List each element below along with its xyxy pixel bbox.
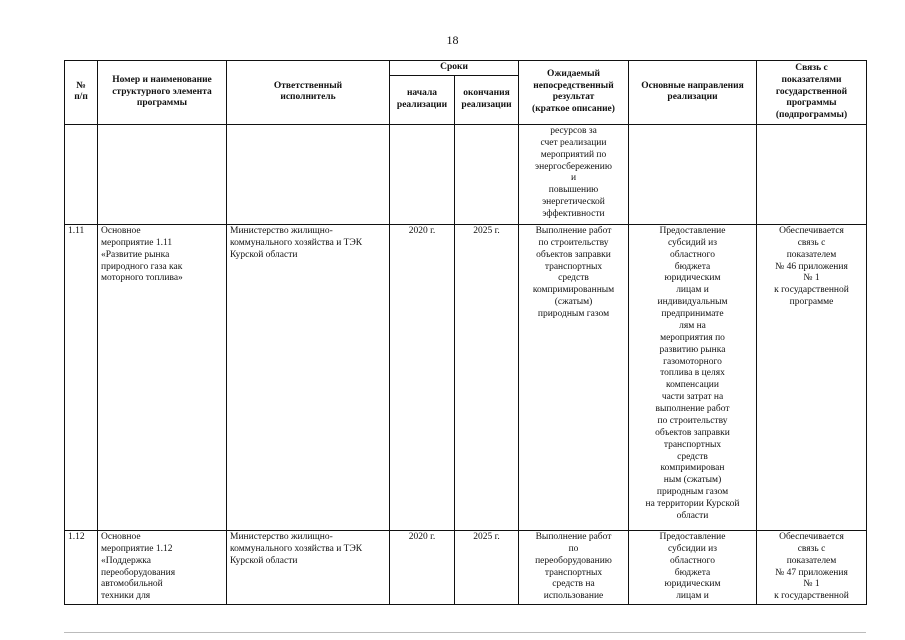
cell-num: [65, 124, 98, 224]
header-executor: Ответственный исполнитель: [227, 61, 390, 125]
cell-end: [455, 124, 519, 224]
header-result: Ожидаемый непосредственный результат (краткое описание): [519, 61, 629, 125]
cell-executor: Министерство жилищно- коммунального хозяйства и ТЭК Курской области: [227, 530, 390, 604]
cell-link: Обеспечивается связь с показателем № 47 приложения № 1 к государственной: [757, 530, 867, 604]
cell-element: Основное мероприятие 1.11 «Развитие рынка природного газа как моторного топлива»: [98, 224, 227, 530]
page-number: 18: [446, 33, 459, 47]
cell-start: 2020 г.: [390, 530, 455, 604]
cell-num: 1.11: [65, 224, 98, 530]
program-table: [64, 60, 867, 605]
page-bottom-edge: [64, 632, 866, 633]
cell-directions: [629, 124, 757, 224]
header-link: Связь с показателями государственной программы (подпрограммы): [757, 61, 867, 125]
cell-result: Выполнение работ по переоборудованию транспортных средств на использование: [519, 530, 629, 604]
header-num: № п/п: [65, 61, 98, 125]
cell-link: [757, 124, 867, 224]
cell-result: ресурсов за счет реализации мероприятий по энергосбережению и повышению энергетической эффективности: [519, 124, 629, 224]
table-row: [65, 124, 867, 224]
cell-start: [390, 124, 455, 224]
header-end: окончания реализации: [455, 75, 519, 124]
cell-executor: [227, 124, 390, 224]
header-directions: Основные направления реализации: [629, 61, 757, 125]
cell-num: 1.12: [65, 530, 98, 604]
cell-result: Выполнение работ по строительству объектов заправки транспортных средств компримированным (сжатым) природным газом: [519, 224, 629, 530]
cell-element: Основное мероприятие 1.12 «Поддержка переоборудования автомобильной техники для: [98, 530, 227, 604]
cell-directions: Предоставление субсидий из областного бюджета юридическим лицам и индивидуальным предпринимате лям на мероприятия по развитию рынка газомоторного топлива в целях компенсации части затрат на выполнение работ по строительству объектов заправки транспортных средств компримирован ным (сжатым) природным газом на территории Курской области: [629, 224, 757, 530]
header-terms: Сроки: [390, 61, 519, 76]
cell-directions: Предоставление субсидии из областного бюджета юридическим лицам и: [629, 530, 757, 604]
cell-end: 2025 г.: [455, 224, 519, 530]
table-row: [65, 224, 867, 530]
header-element: Номер и наименование структурного элемента программы: [98, 61, 227, 125]
cell-end: 2025 г.: [455, 530, 519, 604]
cell-executor: Министерство жилищно- коммунального хозяйства и ТЭК Курской области: [227, 224, 390, 530]
header-start: начала реализации: [390, 75, 455, 124]
cell-start: 2020 г.: [390, 224, 455, 530]
table-row: [65, 530, 867, 604]
cell-link: Обеспечивается связь с показателем № 46 приложения № 1 к государственной программе: [757, 224, 867, 530]
cell-element: [98, 124, 227, 224]
